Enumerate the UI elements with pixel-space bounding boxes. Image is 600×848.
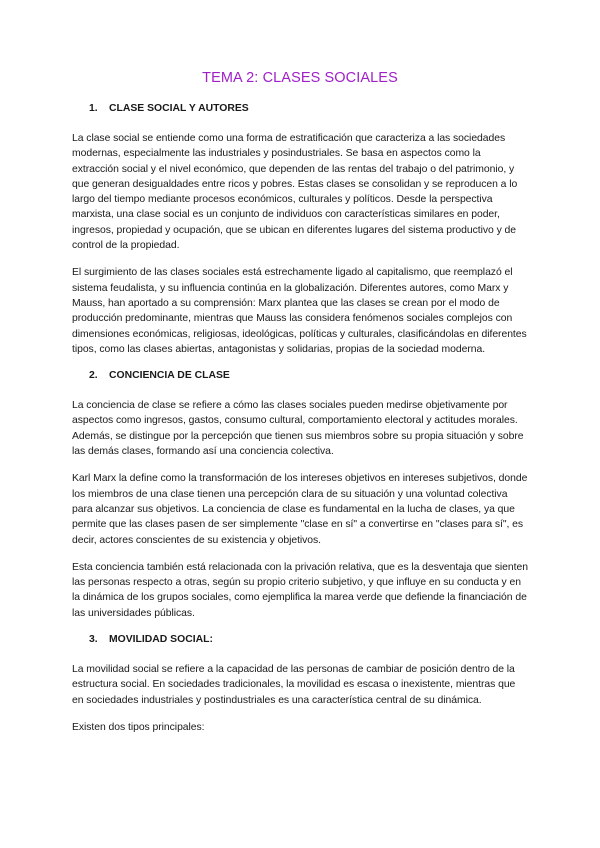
paragraph: Karl Marx la define como la transformación de los intereses objetivos en intereses subjetivos, donde los miembros de una clase tienen una percepción clara de su situación y una voluntad colectiva para alcanzar sus objetivos. La conciencia de clase es fundamental en la lucha de clases, ya que permite que las clases pasen de ser simplemente "clase en sí" a convertirse en "clases para sí", es decir, actores conscientes de su existencia y objetivos. [72,473,528,546]
document-page [72,70,528,745]
page-title: TEMA 2: CLASES SOCIALES [202,70,398,86]
section-heading-text: CLASE SOCIAL Y AUTORES [109,103,249,114]
paragraph: La clase social se entiende como una forma de estratificación que caracteriza a las sociedades modernas, especialmente las industriales y posindustriales. Se basa en aspectos como la extracción social y el nivel económico, que dependen de las rentas del trabajo o del patrimonio, y que generan desigualdades entre ricos y pobres. Estas clases se consolidan y se reproducen a lo largo del tiempo mediante procesos económicos, culturales y políticos. Desde la perspectiva marxista, una clase social es un conjunto de individuos con características similares en poder, ingresos, propiedad y ocupación, que se ubican en diferentes lugares del sistema productivo y de control de la propiedad. [72,133,518,252]
section-number: 3. [89,634,98,646]
paragraph: Existen dos tipos principales: [72,721,205,733]
section-heading-text: MOVILIDAD SOCIAL: [109,634,213,646]
section-heading-1 [72,102,528,116]
paragraph: El surgimiento de las clases sociales está estrechamente ligado al capitalismo, que reemplazó el sistema feudalista, y su influencia continúa en la globalización. Diferentes autores, como Marx y Mauss, han aportado a su comprensión: Marx plantea que las clases se crean por el modo de producción predominante, mientras que Mauss las considera fenómenos sociales complejos con dimensiones económicas, religiosas, ideológicas, políticas y culturales, clasificándolas en diferentes tipos, como las clases abiertas, antagonistas y solidarias, propias de la sociedad moderna. [72,267,527,355]
section-number: 2. [89,370,98,382]
paragraph: Esta conciencia también está relacionada con la privación relativa, que es la desventaja que sienten las personas respecto a otras, según su propio criterio subjetivo, y que influye en su conducta y en la dinámica de los grupos sociales, como ejemplifica la marea verde que defiende la financiación de las universidades públicas. [72,561,528,619]
section-heading-3 [72,633,528,647]
paragraph: La conciencia de clase se refiere a cómo las clases sociales pueden medirse objetivamente por aspectos como ingresos, gastos, consumo cultural, comportamiento electoral y actitudes morales. Además, se distingue por la percepción que tienen sus miembros sobre su propia situación y sobre las demás clases, formando así una conciencia colectiva. [72,400,524,458]
section-number: 1. [89,103,98,114]
section-heading-2 [72,369,528,383]
paragraph: La movilidad social se refiere a la capacidad de las personas de cambiar de posición dentro de la estructura social. En sociedades tradicionales, la movilidad es escasa o inexistente, mientras que en sociedades industriales y postindustriales es una característica central de su dinámica. [72,664,516,706]
section-heading-text: CONCIENCIA DE CLASE [109,370,230,382]
